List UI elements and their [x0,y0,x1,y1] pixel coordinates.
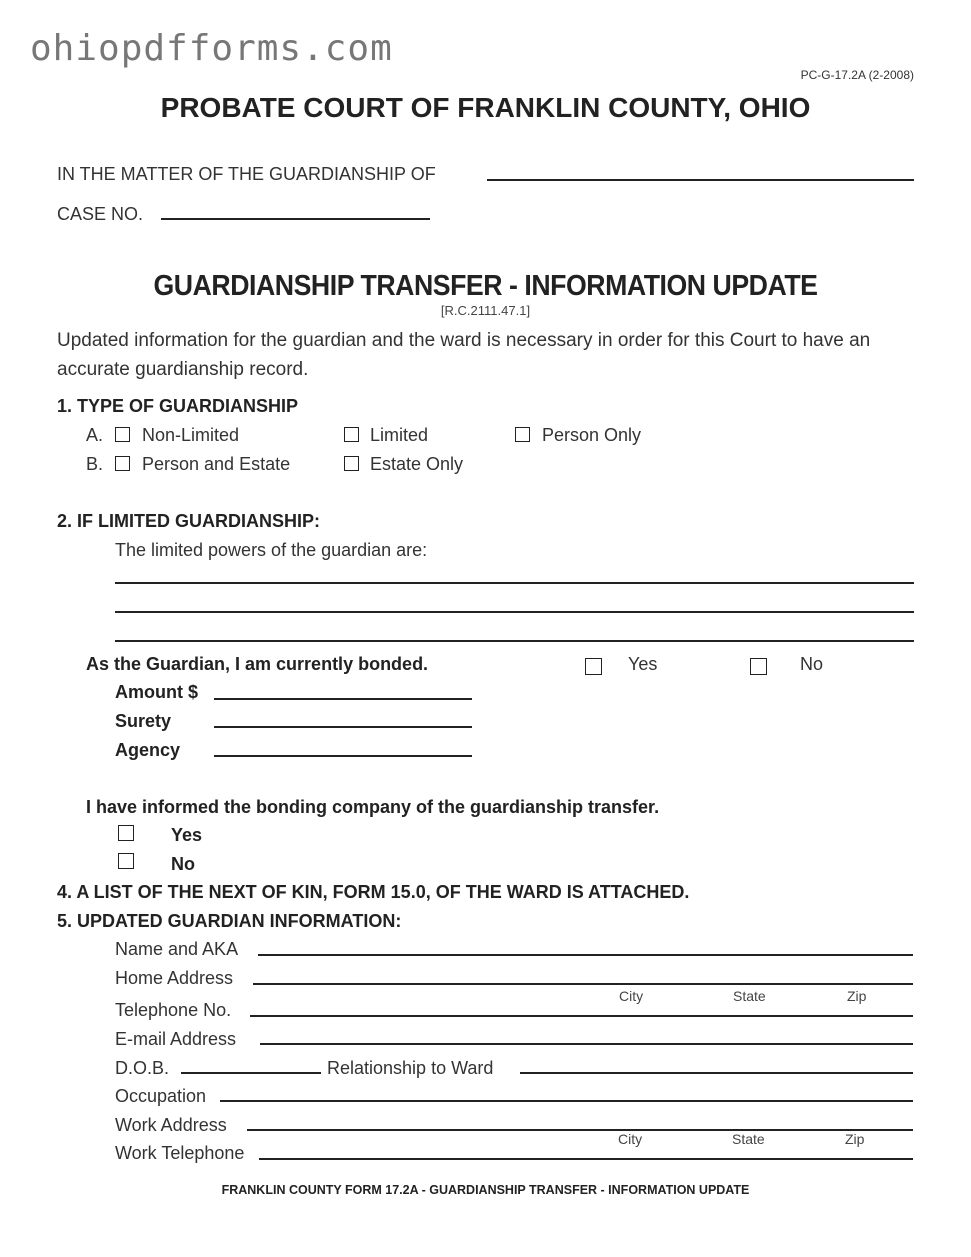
name-label: Name and AKA [115,939,239,959]
agency-label: Agency [115,740,181,760]
occupation-label: Occupation [115,1086,207,1106]
name-field[interactable] [258,954,913,956]
email-label: E-mail Address [115,1029,237,1049]
informed-no-checkbox[interactable] [118,853,134,869]
informed-yes-label: Yes [171,825,203,845]
statute-reference: [R.C.2111.47.1] [440,303,531,318]
home-address-label: Home Address [115,968,234,988]
row-a-label: A. [86,425,104,445]
person-only-label: Person Only [542,425,642,445]
email-field[interactable] [260,1043,913,1045]
footer: FRANKLIN COUNTY FORM 17.2A - GUARDIANSHIP TRANSFER - INFORMATION UPDATE [221,1183,750,1197]
dob-field[interactable] [181,1072,321,1074]
limited-label: Limited [370,425,429,445]
amount-field[interactable] [214,698,472,700]
home-address-field[interactable] [253,983,913,985]
limited-powers-line-1[interactable] [115,582,914,584]
work-telephone-field[interactable] [259,1158,913,1160]
limited-powers-line-3[interactable] [115,640,914,642]
intro-text: Updated information for the guardian and the ward is necessary in order for this Court to have an accurate guardianship record. [57,330,871,380]
work-address-label: Work Address [115,1115,227,1135]
work-city-caption: City [618,1131,643,1147]
work-address-field[interactable] [247,1129,913,1131]
non-limited-label: Non-Limited [142,425,240,445]
estate-only-checkbox[interactable] [344,456,359,471]
limited-powers-line-2[interactable] [115,611,914,613]
matter-label: IN THE MATTER OF THE GUARDIANSHIP OF [57,164,436,184]
informed-question: I have informed the bonding company of the guardianship transfer. [86,797,660,817]
relationship-field[interactable] [520,1072,913,1074]
agency-field[interactable] [214,755,472,757]
person-and-estate-label: Person and Estate [142,454,291,474]
section4-heading: 4. A LIST OF THE NEXT OF KIN, FORM 15.0, OF THE WARD IS ATTACHED. [57,882,690,902]
bonded-yes-label: Yes [628,654,658,674]
person-and-estate-checkbox[interactable] [115,456,130,471]
bonded-no-checkbox[interactable] [750,658,767,675]
person-only-checkbox[interactable] [515,427,530,442]
limited-powers-label: The limited powers of the guardian are: [115,540,428,560]
section2-heading: 2. IF LIMITED GUARDIANSHIP: [57,511,321,531]
dob-label: D.O.B. [115,1058,170,1078]
bond-question: As the Guardian, I am currently bonded. [86,654,429,674]
row-b-label: B. [86,454,104,474]
informed-yes-checkbox[interactable] [118,825,134,841]
section5-heading: 5. UPDATED GUARDIAN INFORMATION: [57,911,402,931]
case-number-field[interactable] [161,218,430,220]
limited-checkbox[interactable] [344,427,359,442]
work-state-caption: State [732,1131,765,1147]
non-limited-checkbox[interactable] [115,427,130,442]
surety-label: Surety [115,711,172,731]
bonded-no-label: No [800,654,824,674]
court-heading: PROBATE COURT OF FRANKLIN COUNTY, OHIO [160,92,811,123]
informed-no-label: No [171,854,195,874]
surety-field[interactable] [214,726,472,728]
watermark: ohiopdfforms.com [30,28,393,69]
case-label: CASE NO. [57,204,144,224]
telephone-label: Telephone No. [115,1000,232,1020]
form-number: PC-G-17.2A (2-2008) [800,68,914,82]
amount-label: Amount $ [115,682,198,702]
estate-only-label: Estate Only [370,454,464,474]
work-telephone-label: Work Telephone [115,1143,245,1163]
bonded-yes-checkbox[interactable] [585,658,602,675]
relationship-label: Relationship to Ward [327,1058,494,1078]
section1-heading: 1. TYPE OF GUARDIANSHIP [57,396,299,416]
home-zip-caption: Zip [847,988,867,1004]
work-zip-caption: Zip [845,1131,865,1147]
home-city-caption: City [619,988,644,1004]
matter-field[interactable] [487,179,914,181]
home-state-caption: State [733,988,766,1004]
occupation-field[interactable] [220,1100,913,1102]
form-title: GUARDIANSHIP TRANSFER - INFORMATION UPDATE [153,270,818,302]
telephone-field[interactable] [250,1015,913,1017]
